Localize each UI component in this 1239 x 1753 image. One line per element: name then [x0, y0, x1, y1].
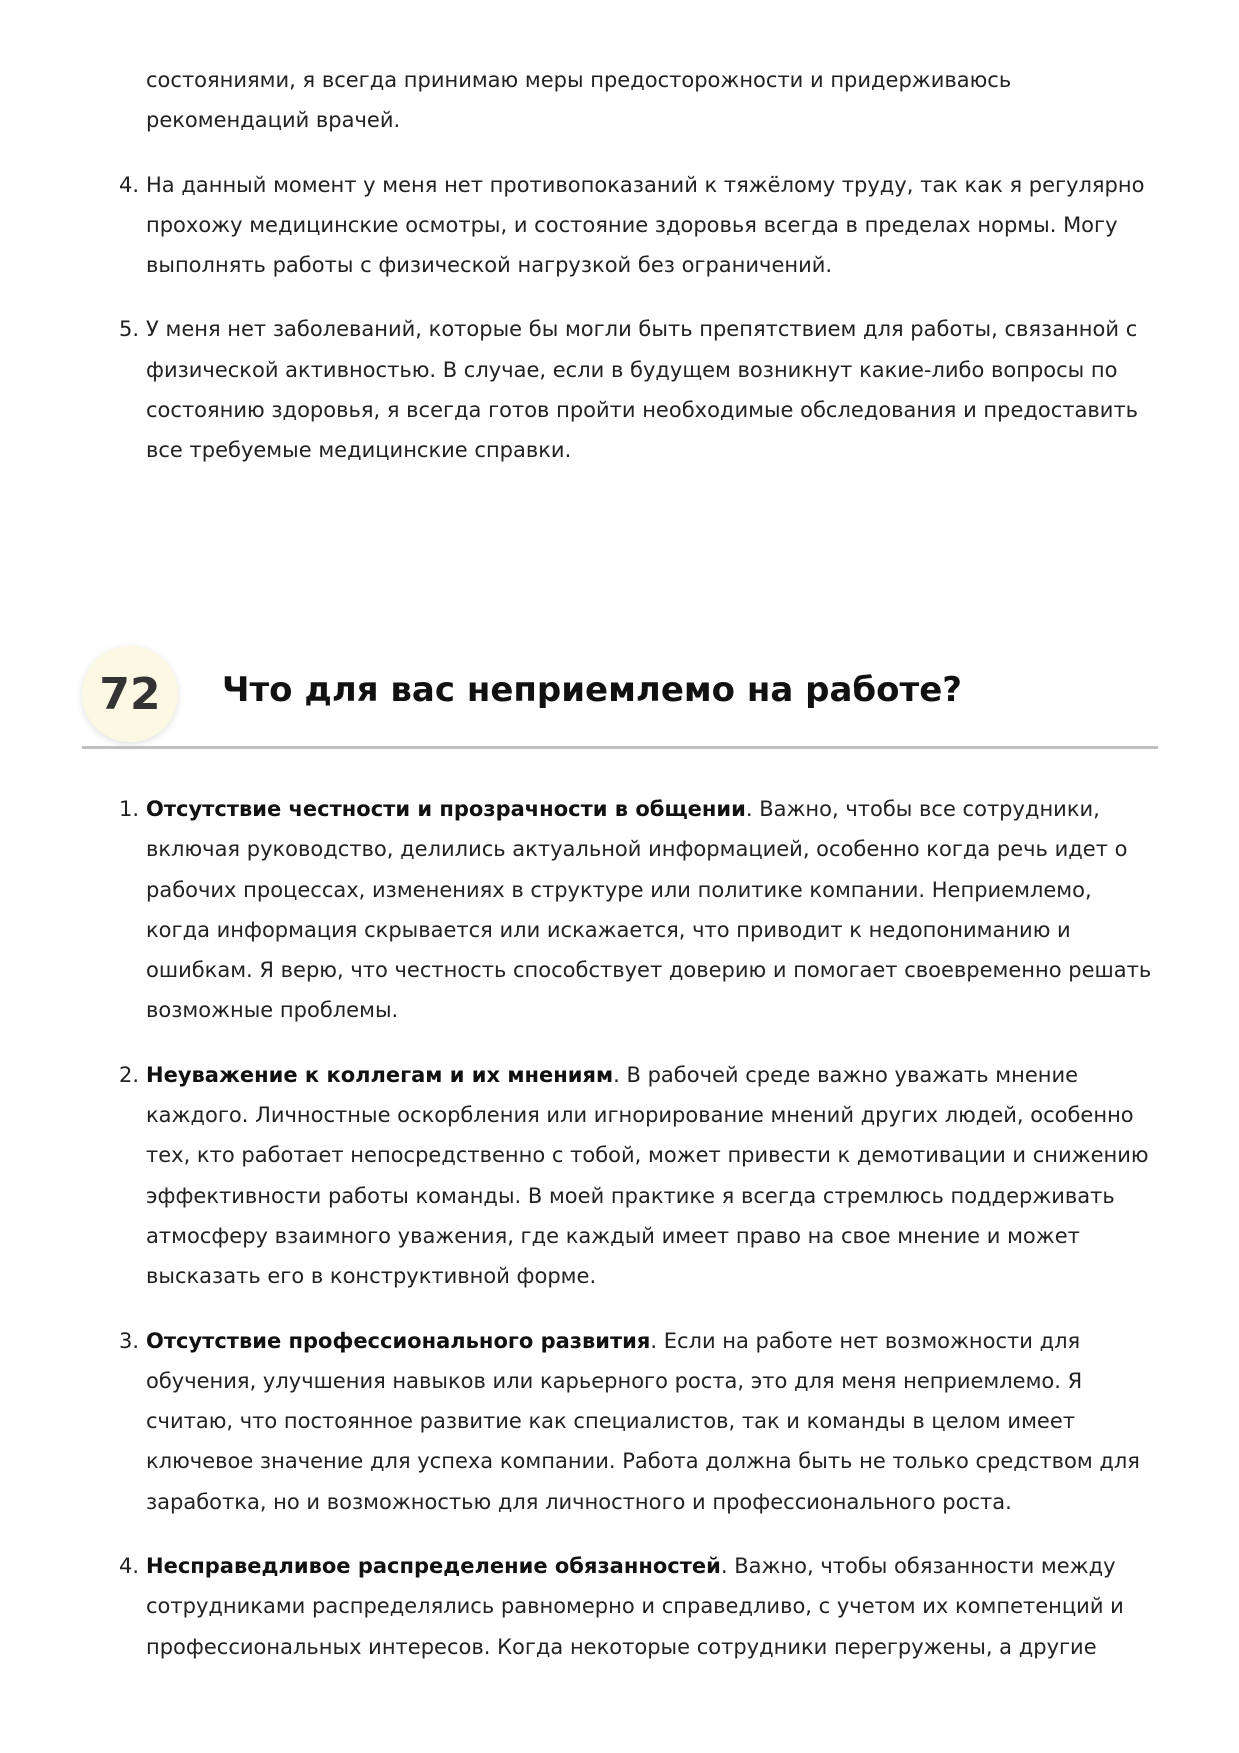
answer-list — [119, 789, 1161, 1691]
item-heading: Неуважение к коллегам и их мнениям — [146, 1062, 614, 1087]
section-heading — [82, 640, 1158, 748]
item-text: На данный момент у меня нет противопоказаний к тяжёлому труду, так как я регулярно прохожу медицинские осмотры, и состояние здоровья всегда в пределах нормы. Могу выполнять работы с физической нагрузкой без ограничений. — [146, 172, 1145, 278]
heading-divider — [82, 746, 1158, 749]
item-text: состояниями, я всегда принимаю меры предосторожности и придерживаюсь рекомендаций врачей. — [146, 68, 1012, 133]
item-number: 5. — [119, 317, 140, 342]
list-item-continuation — [146, 60, 1161, 141]
item-number: 1. — [119, 797, 140, 821]
item-heading: Отсутствие честности и прозрачности в общении — [146, 797, 746, 821]
item-heading: Несправедливое распределение обязанностей — [146, 1554, 721, 1579]
item-number: 4. — [119, 1554, 140, 1579]
list-item — [119, 789, 1161, 1031]
item-text: . Важно, чтобы все сотрудники, включая руководство, делились актуальной информацией, особенно когда речь идет о рабочих процессах, изменениях в структуре или политике компании. Неприемлемо, когда информация скрывается или искажается, что приводит к недопониманию и ошибкам. Я верю, что честность способствует доверию и помогает своевременно решать возможные проблемы. — [146, 797, 1152, 1023]
list-item — [119, 165, 1161, 286]
item-text: . Если на работе нет возможности для обучения, улучшения навыков или карьерного роста, это для меня неприемлемо. Я считаю, что постоянное развитие как специалистов, так и команды в целом имеет ключевое значение для успеха компании. Работа должна быть не только средством для заработка, но и возможностью для личностного и профессионального роста. — [146, 1328, 1140, 1514]
item-number: 4. — [119, 172, 140, 197]
list-item — [119, 1321, 1161, 1522]
item-heading: Отсутствие профессионального развития — [146, 1328, 651, 1353]
item-text: . В рабочей среде важно уважать мнение каждого. Личностные оскорбления или игнорирование мнений других людей, особенно тех, кто работает непосредственно с тобой, может привести к демотивации и снижению эффективности работы команды. В моей практике я всегда стремлюсь поддерживать атмосферу взаимного уважения, где каждый имеет право на свое мнение и может высказать его в конструктивной форме. — [146, 1062, 1149, 1289]
list-item — [119, 309, 1161, 470]
previous-answer-list — [119, 60, 1161, 495]
item-number: 3. — [119, 1328, 140, 1353]
list-item — [119, 1546, 1161, 1667]
question-number-badge: 72 — [82, 646, 178, 742]
section-title: Что для вас неприемлемо на работе? — [222, 670, 962, 710]
item-text: У меня нет заболеваний, которые бы могли быть препятствием для работы, связанной с физической активностью. В случае, если в будущем возникнут какие-либо вопросы по состоянию здоровья, я всегда готов пройти необходимые обследования и предоставить все требуемые медицинские справки. — [146, 317, 1139, 463]
item-number: 2. — [119, 1062, 140, 1087]
item-text: . Важно, чтобы обязанности между сотрудниками распределялись равномерно и справедливо, с учетом их компетенций и профессиональных интересов. Когда некоторые сотрудники перегружены, а другие — [146, 1554, 1124, 1659]
list-item — [119, 1055, 1161, 1297]
